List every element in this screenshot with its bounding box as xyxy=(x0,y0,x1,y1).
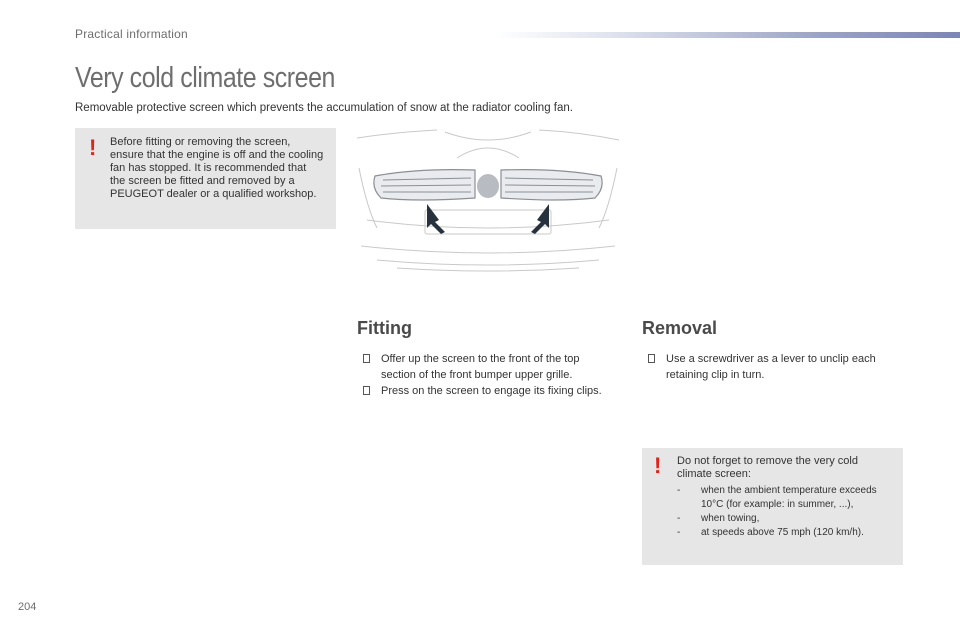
removal-heading: Removal xyxy=(642,318,718,338)
checkbox-bullet-icon xyxy=(363,386,370,395)
removal-steps xyxy=(648,351,898,383)
header-bar xyxy=(495,32,960,38)
page-title: Very cold climate screen xyxy=(75,62,335,94)
page-number: 204 xyxy=(18,601,37,613)
warning-icon: ! xyxy=(654,453,662,478)
list-item: Offer up the screen to the front of the top section of the front bumper upper grille. xyxy=(363,351,613,383)
checkbox-bullet-icon xyxy=(648,354,655,363)
list-item: Press on the screen to engage its fixing clips. xyxy=(363,383,613,399)
intro-text: Removable protective screen which prevents the accumulation of snow at the radiator cooling fan. xyxy=(75,102,573,114)
list-item: - when the ambient temperature exceeds 10°C (for example: in summer, ...), xyxy=(677,485,877,510)
list-item: Use a screwdriver as a lever to unclip each retaining clip in turn. xyxy=(648,351,898,383)
warning-text: Before fitting or removing the screen, ensure that the engine is off and the cooling fan has stopped. It is recommended that the screen be fitted and removed by a PEUGEOT dealer or a qualified workshop. xyxy=(110,136,324,200)
warning-icon: ! xyxy=(89,135,97,160)
warning-list xyxy=(677,484,895,540)
fitting-steps xyxy=(363,351,613,399)
list-item: - at speeds above 75 mph (120 km/h). xyxy=(677,527,864,538)
warning-note-removal xyxy=(642,448,903,565)
warning-text: Do not forget to remove the very cold climate screen: xyxy=(677,455,858,480)
grille-screen-illustration xyxy=(357,128,619,284)
fitting-heading: Fitting xyxy=(357,318,412,338)
warning-note-fitting xyxy=(75,128,336,229)
section-label: Practical information xyxy=(75,27,188,41)
list-item: - when towing, xyxy=(677,513,760,524)
checkbox-bullet-icon xyxy=(363,354,370,363)
